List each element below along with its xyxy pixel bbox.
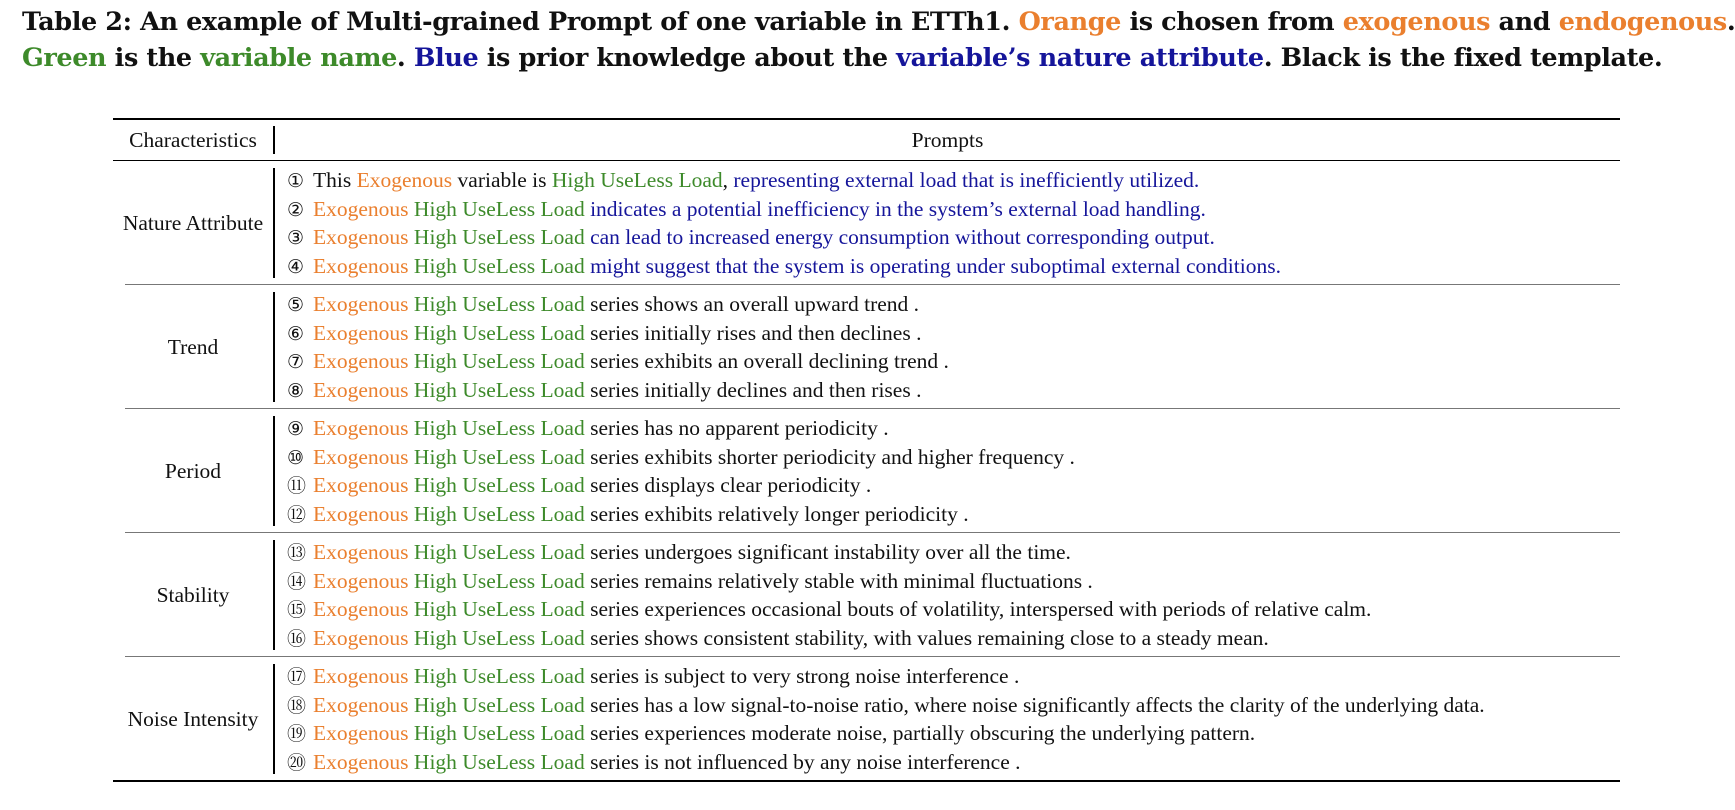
- table-bottom-rule: [113, 780, 1620, 782]
- prompt-exogenous: Exogenous: [313, 225, 409, 249]
- prompt-exogenous: Exogenous: [313, 692, 409, 717]
- prompt-variable-name: High UseLess Load: [408, 568, 585, 593]
- prompt-nature-knowledge: representing external load that is inefficiently utilized.: [733, 168, 1200, 192]
- caption-text: .: [396, 43, 414, 73]
- prompt-number: ⑧: [287, 379, 304, 402]
- group-label: Stability: [156, 582, 230, 607]
- prompt-row: [287, 538, 1620, 567]
- caption-nature-attribute: variable’s nature attribute: [896, 43, 1264, 73]
- group-nature-attribute: [113, 161, 1620, 284]
- prompt-row: [287, 719, 1620, 748]
- prompt-template-text: series exhibits relatively longer periodicity .: [584, 501, 969, 526]
- prompt-row: [287, 166, 1620, 195]
- prompt-variable-name: High UseLess Load: [408, 377, 585, 402]
- prompt-row: [287, 471, 1620, 500]
- prompt-exogenous: Exogenous: [313, 416, 409, 440]
- prompt-variable-name: High UseLess Load: [408, 416, 585, 440]
- prompt-exogenous: Exogenous: [313, 292, 409, 316]
- prompt-nature-knowledge: might suggest that the system is operating under suboptimal external conditions.: [584, 253, 1281, 278]
- group-prompts: [275, 538, 1620, 652]
- prompt-template-text: series exhibits shorter periodicity and higher frequency .: [584, 444, 1075, 469]
- prompt-variable-name: High UseLess Load: [408, 749, 585, 774]
- prompt-row: [287, 662, 1620, 691]
- prompt-table: [113, 118, 1620, 782]
- prompt-row: [287, 223, 1620, 252]
- prompt-exogenous: Exogenous: [313, 349, 409, 373]
- prompt-exogenous: Exogenous: [313, 597, 409, 621]
- prompt-exogenous: Exogenous: [313, 721, 409, 745]
- prompt-variable-name: High UseLess Load: [408, 692, 585, 717]
- prompt-template-text: series remains relatively stable with minimal fluctuations .: [584, 568, 1093, 593]
- group-label: Period: [164, 458, 222, 483]
- prompt-number: ⑱: [287, 694, 306, 717]
- prompt-template-text: series exhibits an overall declining trend .: [584, 349, 949, 373]
- prompt-number: ⑫: [287, 503, 306, 526]
- prompt-template-text: series is subject to very strong noise interference .: [584, 664, 1020, 688]
- group-label: Nature Attribute: [122, 210, 264, 235]
- caption-text: is prior knowledge about the: [478, 43, 897, 73]
- prompt-template-text: series shows consistent stability, with values remaining close to a steady mean.: [584, 625, 1269, 650]
- prompt-number: ①: [287, 170, 304, 192]
- group-prompts: [275, 290, 1620, 404]
- prompt-prefix: This: [313, 168, 357, 192]
- prompt-exogenous: Exogenous: [356, 168, 453, 192]
- header-prompts: Prompts: [911, 127, 984, 152]
- prompt-exogenous: Exogenous: [313, 473, 409, 497]
- prompt-template-text: series undergoes significant instability over all the time.: [584, 540, 1071, 564]
- caption-green-word: Green: [22, 43, 107, 73]
- prompt-exogenous: Exogenous: [313, 196, 409, 221]
- prompt-variable-name: High UseLess Load: [408, 597, 585, 621]
- prompt-variable-name: High UseLess Load: [408, 664, 585, 688]
- caption-orange-word: Orange: [1018, 7, 1121, 37]
- prompt-template-text: series experiences occasional bouts of volatility, interspersed with periods of relative calm.: [584, 597, 1372, 621]
- prompt-number: ⑭: [287, 570, 306, 593]
- prompt-number: ②: [287, 198, 304, 221]
- prompt-row: [287, 290, 1620, 319]
- caption-text: .: [1726, 7, 1735, 37]
- caption-endogenous-word: endogenous: [1558, 7, 1727, 37]
- prompt-nature-knowledge: can lead to increased energy consumption without corresponding output.: [584, 225, 1215, 249]
- prompt-exogenous: Exogenous: [313, 253, 409, 278]
- prompt-exogenous: Exogenous: [313, 625, 409, 650]
- prompt-number: ③: [287, 227, 304, 249]
- prompt-template-text: series has no apparent periodicity .: [584, 416, 889, 440]
- caption-exogenous-word: exogenous: [1342, 7, 1491, 37]
- caption-variable-name: variable name: [200, 43, 397, 73]
- prompt-exogenous: Exogenous: [313, 749, 409, 774]
- group-prompts: [275, 414, 1620, 528]
- prompt-exogenous: Exogenous: [313, 320, 409, 345]
- prompt-row: [287, 748, 1620, 777]
- caption-line-2: [22, 40, 1712, 76]
- prompt-row: [287, 500, 1620, 529]
- table-caption: [22, 4, 1735, 76]
- caption-text: is chosen from: [1120, 7, 1343, 37]
- prompt-nature-knowledge: indicates a potential inefficiency in the system’s external load handling.: [584, 196, 1206, 221]
- prompt-variable-name: High UseLess Load: [408, 320, 585, 345]
- prompt-exogenous: Exogenous: [313, 501, 409, 526]
- prompt-exogenous: Exogenous: [313, 568, 409, 593]
- prompt-row: [287, 691, 1620, 720]
- prompt-variable-name: High UseLess Load: [408, 349, 585, 373]
- prompt-row: [287, 319, 1620, 348]
- prompt-row: [287, 567, 1620, 596]
- prompt-number: ⑪: [287, 475, 306, 497]
- prompt-variable-name: High UseLess Load: [408, 196, 585, 221]
- prompt-template-text: series has a low signal-to-noise ratio, where noise significantly affects the clarity of the underlying data.: [584, 692, 1485, 717]
- prompt-variable-name: High UseLess Load: [408, 473, 585, 497]
- prompt-exogenous: Exogenous: [313, 664, 409, 688]
- prompt-template-text: series experiences moderate noise, partially obscuring the underlying pattern.: [584, 721, 1256, 745]
- prompt-number: ⑯: [287, 627, 306, 650]
- table-body: [113, 161, 1620, 780]
- group-noise-intensity: [113, 657, 1620, 780]
- prompt-template-text: series shows an overall upward trend .: [584, 292, 920, 316]
- caption-text: Table 2: An example of Multi-grained Prompt of one variable in ETTh1.: [22, 7, 1019, 37]
- prompt-variable-name: High UseLess Load: [408, 253, 585, 278]
- prompt-variable-name: High UseLess Load: [408, 444, 585, 469]
- prompt-row: [287, 376, 1620, 405]
- prompt-number: ④: [287, 255, 304, 278]
- prompt-row: [287, 443, 1620, 472]
- prompt-row: [287, 595, 1620, 624]
- group-trend: [113, 285, 1620, 408]
- prompt-row: [287, 195, 1620, 224]
- prompt-variable-name: High UseLess Load: [408, 540, 585, 564]
- prompt-number: ⑦: [287, 351, 304, 373]
- prompt-number: ⑩: [287, 446, 304, 469]
- prompt-exogenous: Exogenous: [313, 540, 409, 564]
- group-prompts: [275, 662, 1620, 776]
- prompt-number: ⑬: [287, 542, 306, 564]
- header-characteristics: Characteristics: [129, 127, 257, 152]
- group-stability: [113, 533, 1620, 656]
- group-period: [113, 409, 1620, 532]
- group-label: Trend: [167, 334, 219, 359]
- prompt-exogenous: Exogenous: [313, 377, 409, 402]
- prompt-number: ⑮: [287, 599, 306, 621]
- prompt-middle: variable is: [452, 168, 552, 192]
- caption-text: is the: [106, 43, 201, 73]
- prompt-number: ⑥: [287, 322, 304, 345]
- caption-blue-word: Blue: [413, 43, 479, 73]
- prompt-template-text: series initially declines and then rises .: [584, 377, 922, 402]
- prompt-variable-name: High UseLess Load: [408, 292, 585, 316]
- prompt-variable-name: High UseLess Load: [408, 501, 585, 526]
- caption-line-1: [22, 4, 1735, 40]
- prompt-variable-name: High UseLess Load: [408, 625, 585, 650]
- prompt-number: ⑰: [287, 666, 306, 688]
- prompt-number: ⑲: [287, 723, 306, 745]
- prompt-variable-name: High UseLess Load: [408, 225, 585, 249]
- prompt-row: [287, 347, 1620, 376]
- caption-text: and: [1490, 7, 1559, 37]
- prompt-template-text: series is not influenced by any noise interference .: [584, 749, 1021, 774]
- prompt-row: [287, 414, 1620, 443]
- group-label: Noise Intensity: [127, 706, 259, 731]
- caption-text: . Black is the fixed template.: [1263, 43, 1663, 73]
- prompt-template-text: series displays clear periodicity .: [584, 473, 872, 497]
- prompt-variable-name: High UseLess Load: [408, 721, 585, 745]
- table-header-row: [113, 120, 1620, 160]
- prompt-separator: ,: [722, 168, 734, 192]
- prompt-number: ⑳: [287, 751, 306, 774]
- prompt-template-text: series initially rises and then declines .: [584, 320, 922, 345]
- prompt-variable-name: High UseLess Load: [551, 168, 723, 192]
- prompt-number: ⑤: [287, 294, 304, 316]
- prompt-number: ⑨: [287, 418, 304, 440]
- prompt-row: [287, 252, 1620, 281]
- prompt-exogenous: Exogenous: [313, 444, 409, 469]
- group-prompts: [275, 166, 1620, 280]
- prompt-row: [287, 624, 1620, 653]
